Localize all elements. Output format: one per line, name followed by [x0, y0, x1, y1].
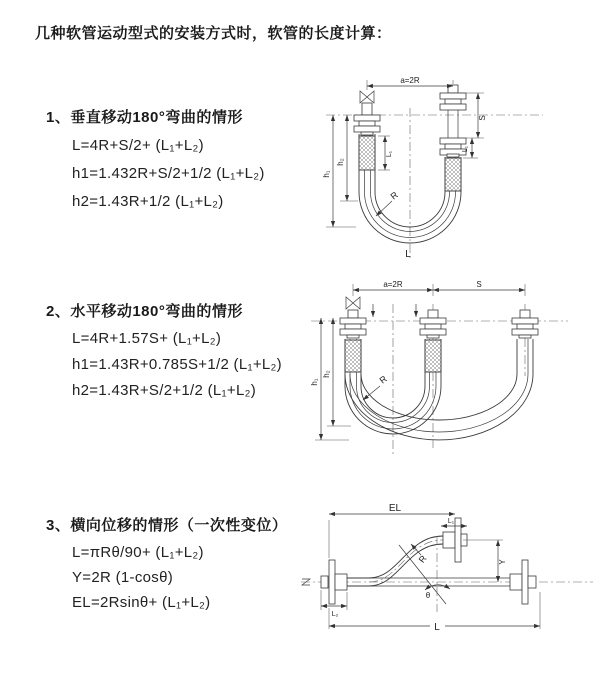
angle-construction-line — [399, 545, 446, 604]
label-h1: h₁ — [310, 378, 319, 386]
section-3-formulas — [46, 540, 287, 615]
diagram-vertical-180-bend — [308, 70, 598, 265]
hose-displaced-position — [369, 536, 443, 586]
section-1-formulas — [46, 132, 265, 216]
label-r: R — [388, 189, 400, 202]
section-1-heading: 1、垂直移动180°弯曲的情形 — [46, 109, 243, 126]
label-a2r: a=2R — [383, 280, 403, 289]
formula-line: h2=1.43R+S/2+1/2 (L₁+L₂) — [72, 382, 257, 399]
label-l1-right: L₁ — [462, 145, 469, 153]
formula-line: h2=1.43R+1/2 (L₁+L₂) — [72, 193, 224, 210]
label-h2: h₂ — [322, 370, 331, 378]
label-el: EL — [388, 503, 402, 514]
label-a2r: a=2R — [400, 76, 420, 85]
label-l1-left: L₁ — [386, 150, 393, 158]
flange-middle — [420, 310, 446, 338]
valve-icon — [360, 91, 374, 103]
radius-leader — [376, 201, 392, 216]
section-lateral-displacement — [46, 514, 287, 615]
label-s: S — [478, 115, 487, 121]
section-2-heading: 2、水平移动180°弯曲的情形 — [46, 303, 243, 320]
formula-line: Y=2R (1-cosθ) — [72, 569, 174, 586]
label-r: R — [377, 373, 389, 386]
label-s: S — [476, 280, 482, 289]
flange-left — [354, 103, 380, 135]
section-2-formulas — [46, 326, 282, 404]
formula-line: L=4R+1.57S+ (L₁+L₂) — [72, 330, 222, 347]
label-r: R — [416, 553, 429, 565]
valve-icon — [346, 297, 360, 309]
label-y: Y — [498, 559, 507, 565]
angle-arc — [425, 585, 450, 590]
section-3-heading: 3、横向位移的情形（一次性变位） — [46, 517, 288, 534]
formula-line: L=πRθ/90+ (L₁+L₂) — [72, 544, 204, 561]
label-l: L — [434, 622, 440, 633]
diagram-lateral-displacement — [295, 498, 600, 648]
flange-right-moved — [512, 310, 538, 338]
section-horizontal-180 — [46, 300, 282, 404]
flange-left — [321, 560, 369, 604]
section-vertical-180 — [46, 106, 265, 216]
diagram-horizontal-180-bend — [303, 276, 598, 461]
label-l2: L₂ — [331, 611, 339, 618]
formula-line: h1=1.432R+S/2+1/2 (L₁+L₂) — [72, 165, 265, 182]
label-l1: L₁ — [447, 518, 455, 525]
label-h2: h₂ — [336, 158, 345, 166]
formula-line: EL=2Rsinθ+ (L₁+L₂) — [72, 594, 211, 611]
formula-line: h1=1.43R+0.785S+1/2 (L₁+L₂) — [72, 356, 282, 373]
label-l: L — [405, 249, 411, 260]
page-title: 几种软管运动型式的安装方式时，软管的长度计算： — [35, 25, 392, 42]
flange-left — [340, 310, 366, 338]
formula-line: L=4R+S/2+ (L₁+L₂) — [72, 137, 204, 154]
label-theta: θ — [425, 591, 431, 600]
label-h1: h₁ — [322, 170, 331, 178]
